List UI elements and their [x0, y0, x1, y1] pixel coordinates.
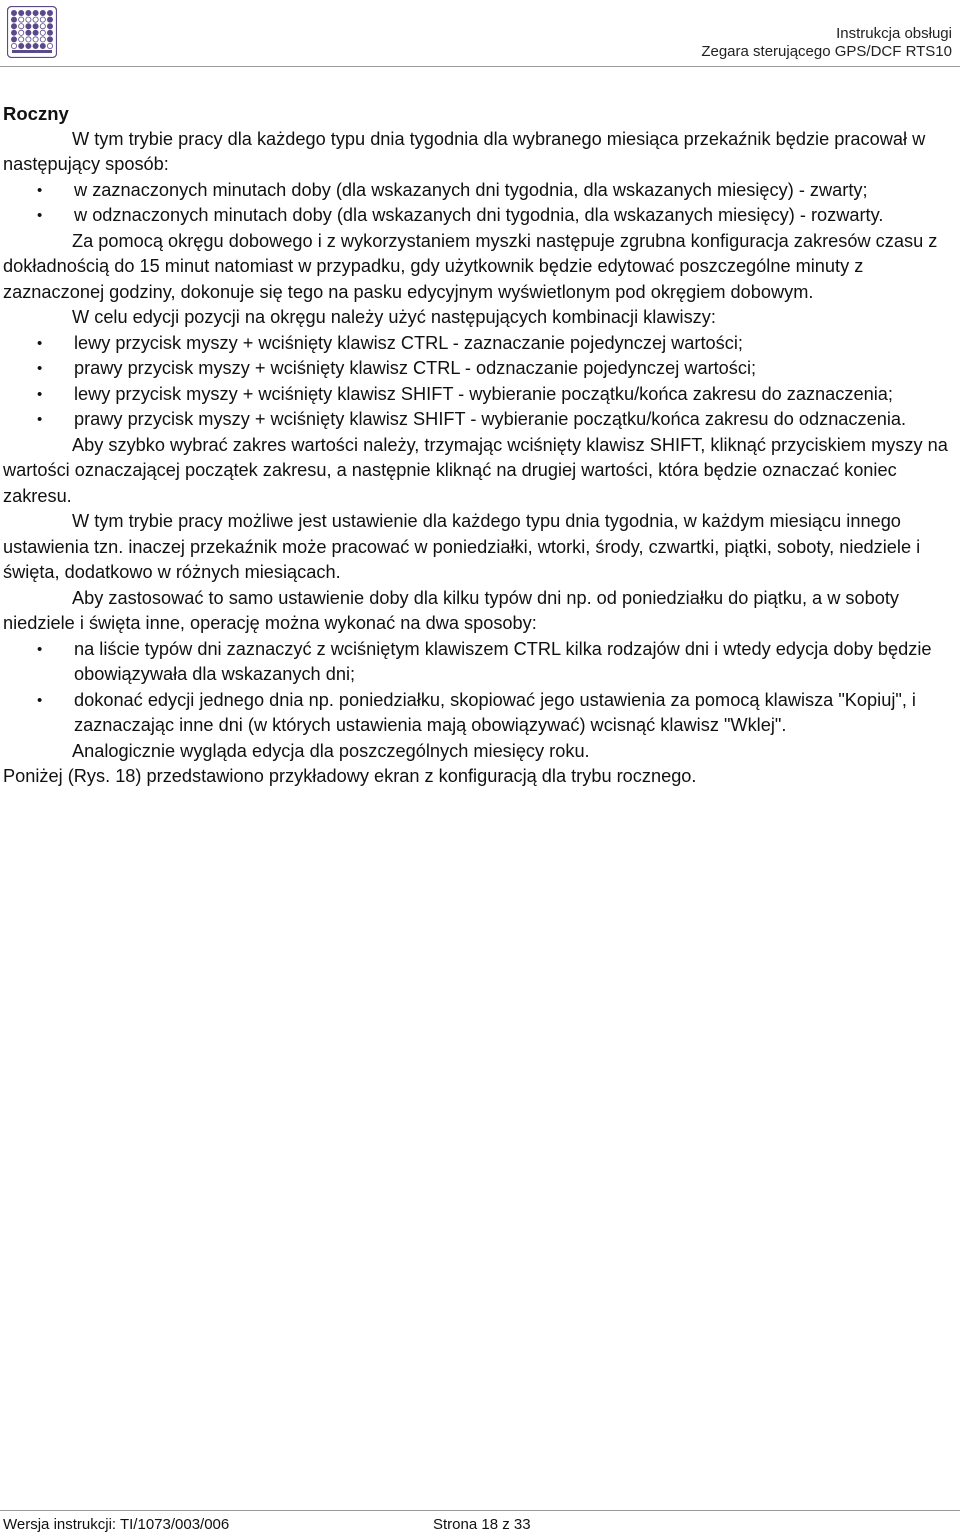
paragraph: W tym trybie pracy możliwe jest ustawienie dla każdego typu dnia tygodnia, w każdym miesiącu innego ustawienia tzn. inaczej przekaźnik może pracować w poniedziałki, wtorki, środy, czwartki, piątki, soboty, niedziele i święta, dodatkowo w różnych miesiącach.: [3, 511, 921, 582]
logo-dot: [19, 10, 24, 15]
list-item: [3, 382, 955, 408]
logo-dot: [33, 37, 38, 42]
footer-version: Wersja instrukcji: TI/1073/003/006: [3, 1516, 230, 1533]
bullet-list: [3, 178, 955, 229]
logo-dot: [47, 30, 52, 35]
logo-dot: [47, 43, 52, 48]
paragraph: Za pomocą okręgu dobowego i z wykorzystaniem myszki następuje zgrubna konfiguracja zakresów czasu z dokładnością do 15 minut natomiast w przypadku, gdy użytkownik będzie edytować poszczególne minuty z zaznaczonej godziny, dokonuje się tego na pasku edycyjnym wyświetlonym pod okręgiem dobowym.: [3, 230, 938, 302]
footer-divider: [0, 1510, 960, 1511]
list-item-text: lewy przycisk myszy + wciśnięty klawisz SHIFT - wybieranie początku/końca zakresu do zaznaczenia;: [74, 383, 893, 404]
bullet-icon: •: [37, 334, 43, 352]
list-item: [3, 688, 955, 739]
logo-dot: [40, 17, 45, 22]
logo-bar: [12, 50, 52, 53]
list-item: [3, 203, 955, 229]
logo-dot: [19, 30, 24, 35]
bullet-icon: •: [37, 411, 43, 428]
logo-dot: [40, 10, 45, 15]
logo-dot: [33, 17, 38, 22]
logo-dot: [26, 17, 31, 22]
list-item-text: dokonać edycji jednego dnia np. poniedziałku, skopiować jego ustawienia za pomocą klawisza "Kopiuj", i zaznaczając inne dni (w których ustawienia mają obowiązywać) wcisnąć klawisz "Wklej".: [74, 689, 916, 735]
logo-dot: [26, 10, 31, 15]
logo-dot: [26, 37, 31, 42]
logo-dot: [40, 24, 45, 29]
section-title: Roczny: [3, 103, 69, 124]
bullet-icon: •: [37, 691, 43, 709]
list-item-text: prawy przycisk myszy + wciśnięty klawisz SHIFT - wybieranie początku/końca zakresu do odznaczenia.: [74, 409, 907, 429]
bullet-icon: •: [37, 181, 43, 199]
logo-dot: [19, 24, 24, 29]
document-header: [701, 25, 952, 61]
list-item: [3, 178, 955, 204]
bullet-icon: •: [37, 385, 43, 403]
logo-dot: [33, 30, 38, 35]
logo-dot: [19, 43, 24, 48]
paragraph: Aby szybko wybrać zakres wartości należy, trzymając wciśnięty klawisz SHIFT, kliknąć przyciskiem myszy na wartości oznaczającej początek zakresu, a następnie kliknąć na drugiej wartości, która będzie oznaczać koniec zakresu.: [3, 434, 948, 506]
list-item-text: w odznaczonych minutach doby (dla wskazanych dni tygodnia, dla wskazanych miesięcy) - rozwarty.: [74, 205, 884, 225]
bullet-list: [3, 637, 955, 739]
logo-dot: [40, 43, 45, 48]
logo-dot: [40, 37, 45, 42]
logo-dot: [47, 10, 52, 15]
logo-dot: [11, 24, 16, 29]
logo-dot: [19, 37, 24, 42]
logo-dot: [40, 30, 45, 35]
header-divider: [0, 66, 960, 67]
header-subtitle: Zegara sterującego GPS/DCF RTS10: [701, 43, 952, 60]
paragraph: W tym trybie pracy dla każdego typu dnia tygodnia dla wybranego miesiąca przekaźnik będzie pracował w następujący sposób:: [3, 128, 926, 174]
footer-page-number: Strona 18 z 33: [433, 1516, 531, 1533]
paragraph: Aby zastosować to samo ustawienie doby dla kilku typów dni np. od poniedziałku do piątku, a w soboty niedziele i święta inne, operację można wykonać na dwa sposoby:: [3, 587, 899, 633]
logo-graphic: [7, 6, 57, 58]
list-item-text: na liście typów dni zaznaczyć z wciśniętym klawiszem CTRL kilka rodzajów dni i wtedy edycja doby będzie obowiązywała dla wskazanych dni;: [74, 638, 932, 684]
list-item: [3, 407, 955, 433]
bullet-icon: •: [37, 640, 43, 658]
document-body: [3, 101, 955, 790]
bullet-list: [3, 331, 955, 433]
logo-dot: [33, 43, 38, 48]
logo-dot: [11, 10, 16, 15]
list-item: [3, 356, 955, 382]
logo-dot: [47, 37, 52, 42]
list-item: [3, 331, 955, 357]
paragraph: Poniżej (Rys. 18) przedstawiono przykładowy ekran z konfiguracją dla trybu rocznego.: [3, 766, 697, 786]
header-title: Instrukcja obsługi: [836, 25, 952, 42]
list-item-text: w zaznaczonych minutach doby (dla wskazanych dni tygodnia, dla wskazanych miesięcy) - zwarty;: [74, 179, 868, 200]
list-item: [3, 637, 955, 688]
logo-dot: [26, 43, 31, 48]
logo-dot: [19, 17, 24, 22]
paragraph: Analogicznie wygląda edycja dla poszczególnych miesięcy roku.: [72, 740, 590, 761]
logo-dot: [26, 30, 31, 35]
logo-dot: [26, 24, 31, 29]
list-item-text: prawy przycisk myszy + wciśnięty klawisz CTRL - odznaczanie pojedynczej wartości;: [74, 358, 757, 378]
bullet-icon: •: [37, 207, 43, 224]
list-item-text: lewy przycisk myszy + wciśnięty klawisz CTRL - zaznaczanie pojedynczej wartości;: [74, 332, 743, 353]
logo-dot: [47, 24, 52, 29]
logo-dot: [11, 43, 16, 48]
logo-dot: [33, 24, 38, 29]
bullet-icon: •: [37, 360, 43, 377]
logo-dot: [47, 17, 52, 22]
company-logo: [7, 6, 57, 58]
logo-dot: [33, 10, 38, 15]
logo-dot: [11, 37, 16, 42]
logo-dot: [11, 17, 16, 22]
logo-dot: [11, 30, 16, 35]
paragraph: W celu edycji pozycji na okręgu należy użyć następujących kombinacji klawiszy:: [72, 307, 716, 327]
